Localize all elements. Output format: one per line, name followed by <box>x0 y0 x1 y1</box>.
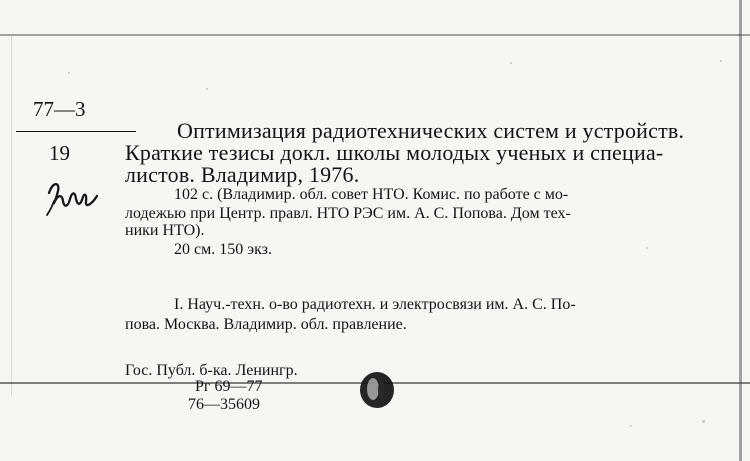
paper-speck <box>68 72 70 74</box>
title-line-1: Оптимизация радиотехнических систем и устройств. <box>177 118 685 143</box>
card-right-edge <box>739 0 742 461</box>
handwritten-mark-icon <box>45 176 103 218</box>
paper-speck <box>510 62 512 64</box>
details-line-3: ники НТО). <box>125 222 205 239</box>
card-top-edge <box>0 34 750 36</box>
library-stamp-icon <box>356 369 398 411</box>
title-line-3: листов. Владимир, 1976. <box>125 162 360 187</box>
size-and-print-run: 20 см. 150 экз. <box>174 241 272 258</box>
registry-number-1: Рг 69—77 <box>195 378 263 395</box>
paper-speck <box>702 420 705 423</box>
index-separator-rule <box>16 131 136 132</box>
paper-speck <box>206 88 208 90</box>
index-number: 77—3 <box>33 97 86 121</box>
paper-speck <box>646 247 648 249</box>
registry-number-2: 76—35609 <box>188 396 260 413</box>
library-note: Гос. Публ. б-ка. Ленингр. <box>125 362 298 379</box>
subject-number: 19 <box>49 141 70 165</box>
organization-line-1: I. Науч.-техн. о-во радиотехн. и электросвязи им. А. С. По- <box>174 296 576 313</box>
details-line-1: 102 с. (Владимир. обл. совет НТО. Комис. по работе с мо- <box>174 186 569 203</box>
title-line-2: Краткие тезисы докл. школы молодых ученых и специа- <box>125 140 664 165</box>
left-guide-line <box>11 36 12 396</box>
organization-line-2: пова. Москва. Владимир. обл. правление. <box>125 316 407 333</box>
paper-speck <box>720 60 722 62</box>
paper-speck <box>630 425 632 427</box>
details-line-2: лодежью при Центр. правл. НТО РЭС им. А. С. Попова. Дом тех- <box>125 205 571 222</box>
